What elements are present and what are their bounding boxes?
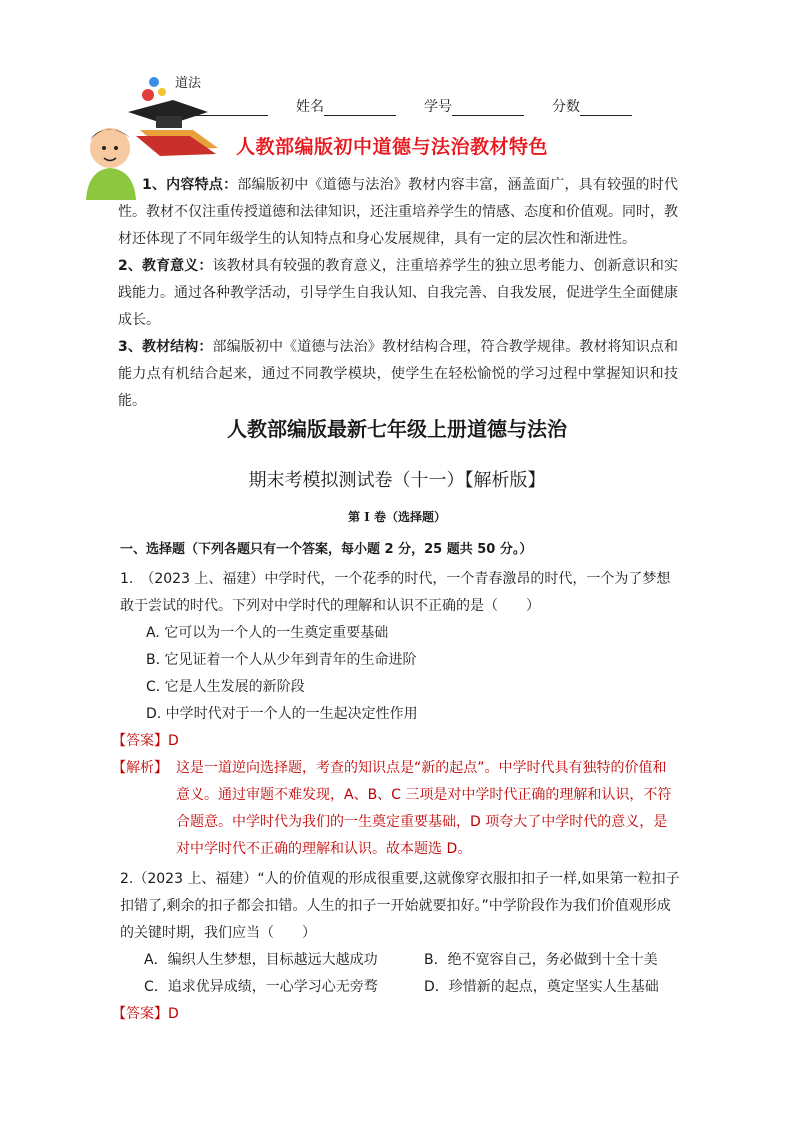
exam-title: 人教部编版最新七年级上册道德与法治 xyxy=(227,417,567,441)
answer-label: 【答案】 xyxy=(112,1006,168,1022)
option-a: A．编织人生梦想，目标越远大越成功 xyxy=(144,952,378,968)
volume-heading: 第 I 卷（选择题） xyxy=(348,510,446,524)
answer-line xyxy=(112,1001,680,1028)
intro-item-text: 部编版初中《道德与法治》教材内容丰富，涵盖面广，具有较强的时代性。教材不仅注重传授道德和法律知识，还注重培养学生的情感、态度和价值观。同时，教材还体现了不同年级学生的认知特点和身心发展规律，具有一定的层次性和渐进性。 xyxy=(118,177,678,247)
answer-value: D xyxy=(168,733,179,749)
answer-label: 【答案】 xyxy=(112,733,168,749)
name-field-line[interactable] xyxy=(324,101,396,116)
intro-item-label: 2、教育意义： xyxy=(118,258,213,274)
molecule-blue-icon xyxy=(149,77,159,87)
option-a: A. 它可以为一个人的一生奠定重要基础 xyxy=(146,625,389,641)
question-stem: 1. （2023 上、福建）中学时代，一个花季的时代，一个青春激昂的时代，一个为了梦想敢于尝试的时代。下列对中学时代的理解和认识不正确的是（ ） xyxy=(120,571,671,614)
intro-item-content xyxy=(118,172,678,253)
class-field-line[interactable] xyxy=(170,101,268,116)
answer-line xyxy=(112,728,680,755)
exam-subtitle: 期末考模拟测试卷（十一）【解析版】 xyxy=(248,470,546,491)
intro-item-label: 1、内容特点： xyxy=(142,177,238,193)
molecule-red-icon xyxy=(142,89,154,101)
option-c: C．追求优异成绩，一心学习心无旁骛 xyxy=(144,979,378,995)
student-id-field-line[interactable] xyxy=(452,101,524,116)
score-field-label: 分数 xyxy=(552,99,580,115)
score-field[interactable] xyxy=(552,96,632,116)
analysis-label: 【解析】 xyxy=(112,760,168,776)
analysis-text: 这是一道逆向选择题，考查的知识点是“新的起点”。中学时代具有独特的价值和意义。通过审题不难发现，A、B、C 三项是对中学时代正确的理解和认识，不符合题意。中学时代为我们的一生奠定重要基础，D 项夸大了中学时代的意义，是对中学时代不正确的理解和认识。故本题选 D。 xyxy=(176,760,672,857)
student-id-field[interactable] xyxy=(424,96,524,116)
intro-item-text: 部编版初中《道德与法治》教材结构合理，符合教学规律。教材将知识点和能力点有机结合起来，通过不同教学模块，使学生在轻松愉悦的学习过程中掌握知识和技能。 xyxy=(118,339,679,409)
question-1 xyxy=(112,566,680,863)
student-id-field-label: 学号 xyxy=(424,99,452,115)
intro-item-text: 该教材具有较强的教育意义，注重培养学生的独立思考能力、创新意识和实践能力。通过各种教学活动，引导学生自我认知、自我完善、自我发展，促进学生全面健康成长。 xyxy=(118,258,679,328)
question-stem: 2.（2023 上、福建）“人的价值观的形成很重要,这就像穿衣服扣扣子一样,如果第一粒扣子扣错了,剩余的扣子都会扣错。人生的扣子一开始就要扣好。”中学阶段作为我们价值观形成的关键时期，我们应当（ ） xyxy=(120,871,680,941)
subject-label: 道法 xyxy=(175,76,202,91)
options-grid xyxy=(120,947,680,1001)
molecule-yellow-icon xyxy=(158,88,166,96)
intro-item-label: 3、教材结构： xyxy=(118,339,213,355)
intro-item-structure xyxy=(118,334,678,415)
option-c: C. 它是人生发展的新阶段 xyxy=(146,679,305,695)
option-d: D．珍惜新的起点，奠定坚实人生基础 xyxy=(424,979,659,995)
intro-section xyxy=(118,172,678,415)
option-b: B. 它见证着一个人从少年到青年的生命进阶 xyxy=(146,652,417,668)
student-info-row xyxy=(170,96,660,116)
option-b: B．绝不宽容自己，务必做到十全十美 xyxy=(424,952,658,968)
option-d: D. 中学时代对于一个人的一生起决定性作用 xyxy=(146,706,418,722)
section-heading: 一、选择题（下列各题只有一个答案，每小题 2 分，25 题共 50 分。） xyxy=(120,542,533,557)
score-field-line[interactable] xyxy=(580,101,632,116)
intro-item-education xyxy=(118,253,678,334)
answer-value: D xyxy=(168,1006,179,1022)
name-field[interactable] xyxy=(296,96,396,116)
banner-title: 人教部编版初中道德与法治教材特色 xyxy=(236,136,549,158)
class-field[interactable] xyxy=(170,96,268,116)
name-field-label: 姓名 xyxy=(296,99,324,115)
question-2 xyxy=(112,866,680,1028)
